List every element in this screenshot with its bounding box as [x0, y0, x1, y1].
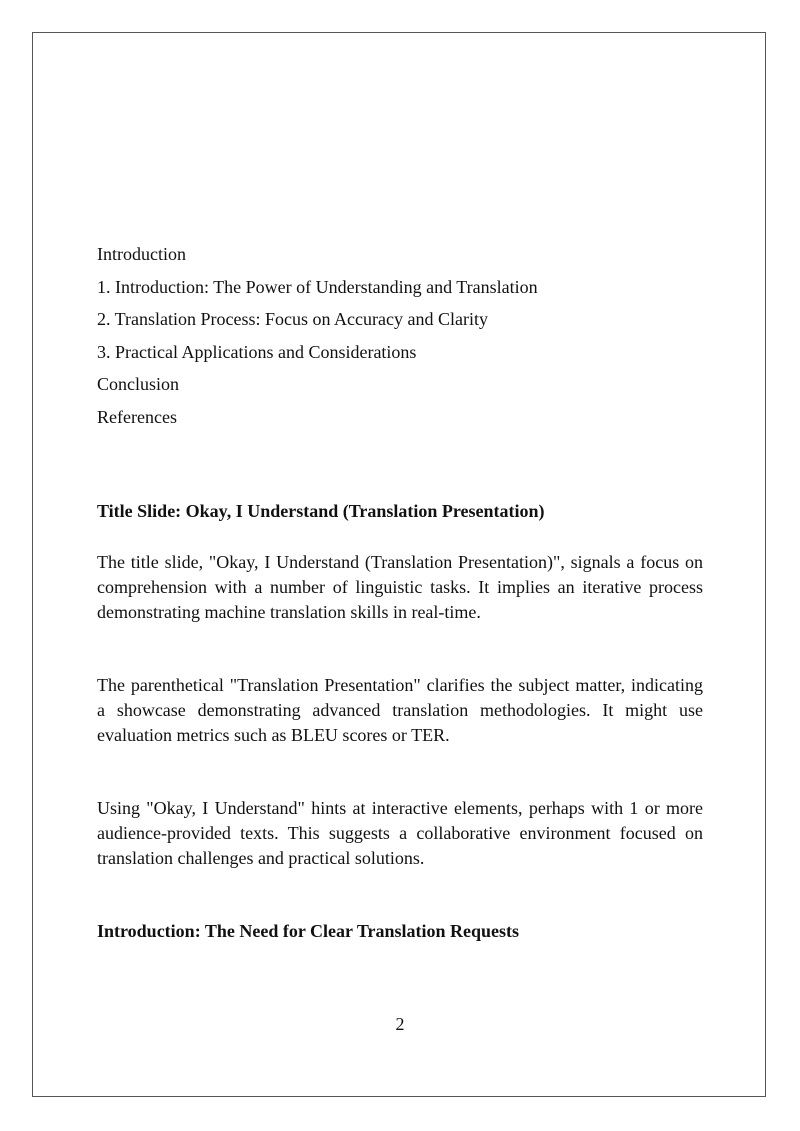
page-number: 2: [395, 1014, 405, 1034]
title-slide-paragraph-1: The title slide, "Okay, I Understand (Translation Presentation)", signals a focus on comprehension with a number of linguistic tasks. It implies an iterative process demonstrating machine translation skills in real-time.: [97, 552, 703, 622]
table-of-contents: [97, 238, 703, 433]
toc-item-introduction: Introduction: [97, 244, 186, 264]
toc-item-conclusion: Conclusion: [97, 374, 180, 394]
section-heading-introduction: Introduction: The Need for Clear Translation Requests: [97, 921, 520, 941]
title-slide-paragraph-2: The parenthetical "Translation Presentation" clarifies the subject matter, indicating a showcase demonstrating advanced translation methodologies. It might use evaluation metrics such as BLEU scores or TER.: [97, 675, 703, 745]
toc-item-references: References: [97, 406, 177, 427]
toc-item-2: 2. Translation Process: Focus on Accuracy and Clarity: [97, 309, 488, 329]
title-slide-paragraph-3: Using "Okay, I Understand" hints at interactive elements, perhaps with 1 or more audience-provided texts. This suggests a collaborative environment focused on translation challenges and practical solutions.: [97, 798, 703, 868]
toc-item-3: 3. Practical Applications and Considerations: [97, 341, 417, 362]
page-content: [97, 238, 703, 944]
toc-item-1: 1. Introduction: The Power of Understanding and Translation: [97, 276, 538, 297]
title-slide-heading: Title Slide: Okay, I Understand (Translation Presentation): [97, 501, 545, 521]
